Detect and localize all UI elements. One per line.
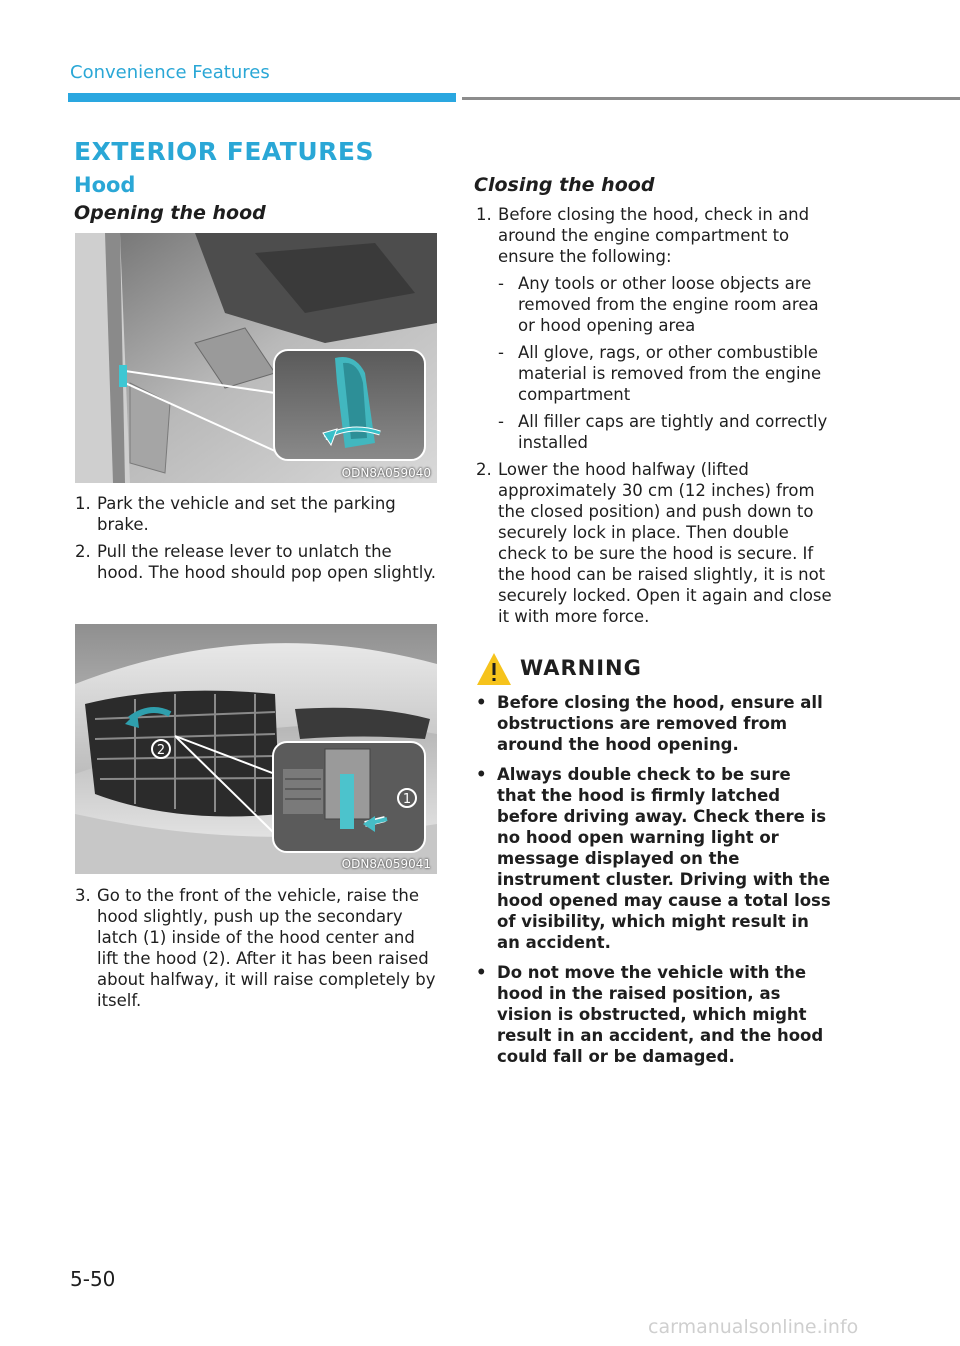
- dash-marker: -: [498, 343, 504, 362]
- hood-title: Hood: [74, 173, 136, 197]
- step-number: 3.: [75, 886, 91, 905]
- closing-hood-title: Closing the hood: [474, 174, 655, 196]
- warning-list: [473, 692, 835, 1076]
- bullet-dot: •: [476, 693, 487, 712]
- list-item: [498, 273, 838, 336]
- dash-marker: -: [498, 412, 504, 431]
- release-lever-illustration: [75, 233, 437, 483]
- header-title: Convenience Features: [70, 62, 270, 83]
- callout-2-label: 2: [156, 743, 166, 758]
- warning-text: Do not move the vehicle with the hood in the raised position, as vision is obstructed, which might result in an accident, and the hood could fall or be damaged.: [497, 963, 824, 1066]
- closing-steps-list: [476, 204, 838, 633]
- item-text: All filler caps are tightly and correctly installed: [518, 412, 828, 452]
- section-title: EXTERIOR FEATURES: [74, 137, 374, 166]
- bullet-dot: •: [476, 963, 487, 982]
- warning-text: Before closing the hood, ensure all obstructions are removed from around the hood opening.: [497, 693, 823, 754]
- opening-hood-title: Opening the hood: [74, 202, 266, 224]
- figure-release-lever: [75, 233, 437, 483]
- step-text: Lower the hood halfway (lifted approximately 30 cm (12 inches) from the closed position) and push down to securely lock in place. Then double check to be sure the hood is secure. If the hood can be raised slightly, it is not securely locked. Open it again and close it with more force.: [498, 460, 832, 626]
- step-number: 1.: [75, 494, 91, 513]
- step-text: Park the vehicle and set the parking brake.: [97, 494, 396, 534]
- opening-steps-list-2: [75, 885, 437, 1017]
- step-number: 2.: [476, 460, 492, 479]
- dash-marker: -: [498, 274, 504, 293]
- step-text: Pull the release lever to unlatch the hood. The hood should pop open slightly.: [97, 542, 436, 582]
- header-rule-blue: [68, 93, 456, 102]
- list-item: [473, 962, 835, 1067]
- secondary-latch-illustration: [75, 624, 437, 874]
- step-number: 2.: [75, 542, 91, 561]
- list-item: [75, 541, 437, 583]
- item-text: All glove, rags, or other combustible material is removed from the engine compartment: [518, 343, 822, 404]
- item-text: Any tools or other loose objects are removed from the engine room area or hood opening area: [518, 274, 819, 335]
- warning-title: WARNING: [520, 656, 642, 680]
- list-item: [498, 411, 838, 453]
- warning-triangle-icon: [476, 651, 512, 687]
- step-text: Before closing the hood, check in and around the engine compartment to ensure the following:: [498, 205, 810, 266]
- list-item: [476, 459, 838, 627]
- list-item: [498, 342, 838, 405]
- step-text: Go to the front of the vehicle, raise the hood slightly, push up the secondary latch (1) inside of the hood center and lift the hood (2). After it has been raised about halfway, it will raise completely by itself.: [97, 886, 436, 1010]
- list-item: [75, 493, 437, 535]
- figure-code: ODN8A059041: [341, 857, 431, 871]
- checklist: [498, 273, 838, 453]
- warning-text: Always double check to be sure that the hood is firmly latched before driving away. Check there is no hood open warning light or message displayed on the instrument cluster. Driving with the hood opened may cause a total loss of visibility, which might result in an accident.: [497, 765, 831, 952]
- step-number: 1.: [476, 205, 492, 224]
- list-item: [473, 692, 835, 755]
- list-item: [75, 885, 437, 1011]
- callout-1-label: 1: [402, 792, 412, 807]
- watermark: carmanualsonline.info: [648, 1316, 859, 1338]
- figure-secondary-latch: [75, 624, 437, 874]
- bullet-dot: •: [476, 765, 487, 784]
- figure-code: ODN8A059040: [341, 466, 431, 480]
- opening-steps-list: [75, 493, 437, 589]
- header-rule-gray: [462, 97, 960, 100]
- list-item: [473, 764, 835, 953]
- page-number: 5-50: [70, 1267, 116, 1291]
- list-item: [476, 204, 838, 453]
